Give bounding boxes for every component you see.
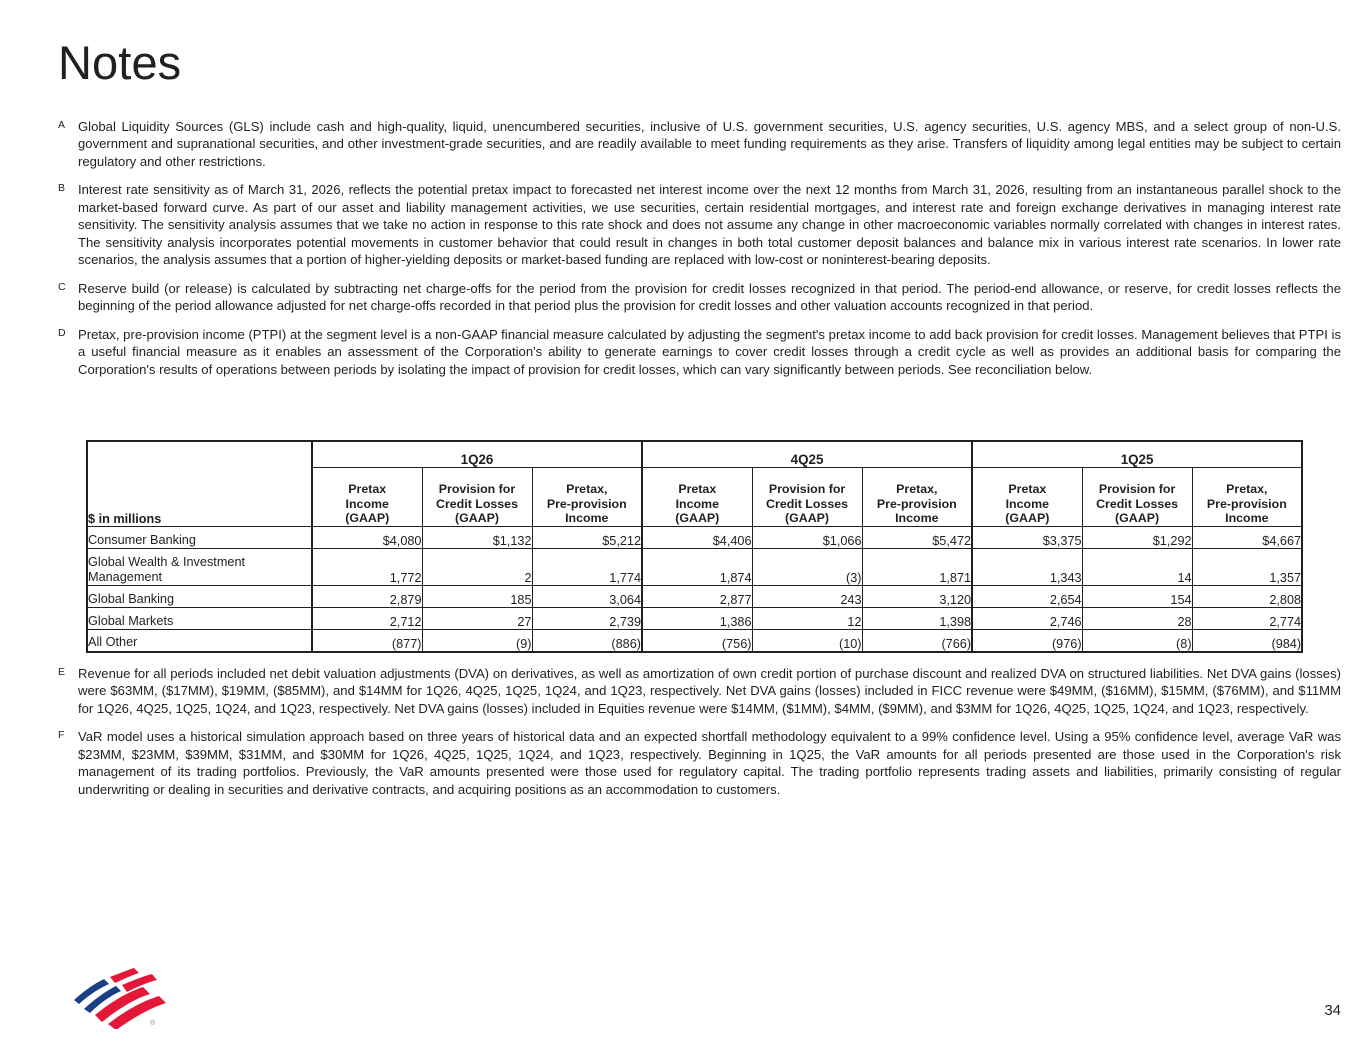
note-text-e: Revenue for all periods included net debit valuation adjustments (DVA) on derivatives, as well as amortization of own credit portion of purchase discount and realized DVA on structured liabilities. Net DVA gains (losses) were $63MM, ($17MM), $19MM, ($85MM), and $14MM for 1Q26, 4Q25, 1Q25, 1Q24, and 1Q23, respectively. Net DVA gains (losses) included in FICC revenue were $49MM, ($16MM), $15MM, ($76MM), and $11MM for 1Q26, 4Q25, 1Q25, 1Q24, and 1Q23, respectively. Net DVA gains (losses) included in Equities revenue were $14MM, ($1MM), $4MM, ($9MM), and $3MM for 1Q26, 4Q25, 1Q25, 1Q24, and 1Q23, respectively. [78, 666, 1341, 716]
col-header-4q25-1 [642, 468, 752, 527]
table-cell: 243 [752, 586, 862, 608]
table-cell: (877) [312, 630, 422, 652]
table-cell: 14 [1082, 549, 1192, 586]
table-body [87, 527, 1302, 652]
row-label-line: Global Markets [88, 613, 174, 628]
col-header-line: Pretax, [566, 482, 608, 497]
table-cell: $5,472 [862, 527, 972, 549]
col-header-line: Income [675, 496, 719, 511]
col-header-1q26-2 [422, 468, 532, 527]
table-row [87, 586, 1302, 608]
row-label [87, 586, 312, 608]
note-marker-e: E [58, 666, 66, 678]
table-row [87, 608, 1302, 630]
svg-text:®: ® [150, 1020, 156, 1027]
table-cell: $4,080 [312, 527, 422, 549]
table-cell: 185 [422, 586, 532, 608]
col-header-line: Pre-provision [546, 496, 627, 511]
col-header-line: (GAAP) [345, 511, 390, 526]
note-text-b: Interest rate sensitivity as of March 31, 2026, reflects the potential pretax impact to forecasted net interest income over the next 12 months from March 31, 2026, resulting from an instantaneous parallel shock to the market-based forward curve. As part of our asset and liability management activities, we use securities, certain residential mortgages, and interest rate and foreign exchange derivatives in managing interest rate sensitivity. The sensitivity analysis assumes that we take no action in response to this rate shock and does not assume any change in other macroeconomic variables normally correlated with changes in interest rates. The sensitivity analysis incorporates potential movements in customer behavior that could result in changes in both total customer deposit balances and balance mix in various interest rate scenarios. In lower rate scenarios, the analysis assumes that a portion of higher-yielding deposits or market-based funding are replaced with low-cost or noninterest-bearing deposits. [78, 182, 1341, 268]
row-label [87, 630, 312, 652]
table-cell: 1,386 [642, 608, 752, 630]
table-cell: 27 [422, 608, 532, 630]
table-row [87, 527, 1302, 549]
col-header-line: Credit Losses [436, 496, 518, 511]
col-header-line: Credit Losses [1096, 496, 1179, 511]
row-label [87, 549, 312, 586]
table-cell: $1,066 [752, 527, 862, 549]
note-a [58, 118, 1341, 170]
table-cell: $1,132 [422, 527, 532, 549]
col-header-line: (GAAP) [675, 511, 720, 526]
table-cell: 28 [1082, 608, 1192, 630]
col-header-4q25-2 [752, 468, 862, 527]
group-header-1q25: 1Q25 [972, 441, 1302, 468]
row-label-line: All Other [88, 635, 138, 650]
table-cell: 154 [1082, 586, 1192, 608]
notes-list-top [58, 118, 1341, 389]
row-label [87, 527, 312, 549]
col-header-1q25-2 [1082, 468, 1192, 527]
table-cell: 2,654 [972, 586, 1082, 608]
group-header-4q25: 4Q25 [642, 441, 972, 468]
table-cell: 2,774 [1192, 608, 1302, 630]
table-cell: 2,712 [312, 608, 422, 630]
note-f [58, 728, 1341, 798]
col-header-line: Pretax [1008, 482, 1047, 497]
table-cell: $4,667 [1192, 527, 1302, 549]
table-group-header-row [87, 441, 1302, 468]
table-cell: (9) [422, 630, 532, 652]
table-cell: 1,343 [972, 549, 1082, 586]
col-header-line: Pretax, [1226, 482, 1268, 497]
col-header-line: Credit Losses [766, 496, 848, 511]
note-text-d: Pretax, pre-provision income (PTPI) at the segment level is a non-GAAP financial measure calculated by adjusting the segment's pretax income to add back provision for credit losses. Management believes that PTPI is a useful financial measure as it enables an assessment of the Corporation's ability to generate earnings to cover credit losses through a credit cycle as well as provides an additional basis for comparing the Corporation's results of operations between periods by isolating the impact of provision for credit losses, which can vary significantly between periods. See reconciliation below. [78, 326, 1341, 377]
table-row [87, 549, 1302, 586]
table-cell: 2 [422, 549, 532, 586]
unit-label-header: $ in millions [87, 441, 312, 527]
table-cell: (766) [862, 630, 972, 652]
note-marker-f: F [58, 729, 65, 742]
col-header-line: Income [1005, 496, 1049, 511]
table-cell: 2,746 [972, 608, 1082, 630]
col-header-1q26-1 [312, 468, 422, 527]
table-cell: 2,877 [642, 586, 752, 608]
table-cell: 3,120 [862, 586, 972, 608]
col-header-line: Income [565, 511, 609, 526]
table-cell: 1,772 [312, 549, 422, 586]
col-header-4q25-3 [862, 468, 972, 527]
col-header-1q25-3 [1192, 468, 1302, 527]
table-cell: 1,874 [642, 549, 752, 586]
table-cell: 2,879 [312, 586, 422, 608]
table-cell: (10) [752, 630, 862, 652]
group-header-1q26: 1Q26 [312, 441, 642, 468]
col-header-line: (GAAP) [1005, 511, 1050, 526]
table-cell: 1,357 [1192, 549, 1302, 586]
col-header-line: (GAAP) [1115, 511, 1160, 526]
col-header-line: Pre-provision [876, 496, 957, 511]
table-cell: 2,808 [1192, 586, 1302, 608]
page-number: 34 [1324, 1002, 1341, 1019]
row-label-line: Global Wealth & Investment [88, 554, 246, 569]
note-marker-d: D [58, 326, 66, 339]
table-cell: $1,292 [1082, 527, 1192, 549]
table-cell: 3,064 [532, 586, 642, 608]
col-header-line: (GAAP) [785, 511, 830, 526]
note-text-a: Global Liquidity Sources (GLS) include cash and high-quality, liquid, unencumbered securities, inclusive of U.S. government securities, U.S. agency securities, U.S. agency MBS, and a select group of non-U.S. government and supranational securities, and other investment-grade securities, and are readily available to meet funding requirements as they arise. Transfers of liquidity among legal entities may be subject to certain regulatory and other restrictions. [78, 119, 1341, 169]
row-label-line: Global Banking [88, 591, 175, 606]
table-cell: 2,739 [532, 608, 642, 630]
table-cell: (976) [972, 630, 1082, 652]
col-header-1q26-3 [532, 468, 642, 527]
row-label-line: Consumer Banking [88, 532, 196, 547]
table-cell: 12 [752, 608, 862, 630]
table-cell: 1,398 [862, 608, 972, 630]
table-row [87, 630, 1302, 652]
col-header-line: Provision for [438, 482, 516, 497]
table-cell: (756) [642, 630, 752, 652]
notes-list-bottom [58, 665, 1341, 809]
col-header-line: (GAAP) [454, 511, 500, 526]
col-header-1q25-1 [972, 468, 1082, 527]
table-cell: (886) [532, 630, 642, 652]
page-title: Notes [58, 36, 182, 89]
table-cell: 1,871 [862, 549, 972, 586]
col-header-line: Income [345, 496, 389, 511]
note-e [58, 665, 1341, 717]
table-cell: (984) [1192, 630, 1302, 652]
table-cell: $5,212 [532, 527, 642, 549]
col-header-line: Pre-provision [1206, 496, 1287, 511]
note-marker-c: C [58, 280, 66, 293]
note-marker-b: B [58, 182, 66, 195]
col-header-line: Provision for [1098, 482, 1176, 497]
table-cell: $3,375 [972, 527, 1082, 549]
col-header-line: Provision for [768, 482, 846, 497]
table-cell: (3) [752, 549, 862, 586]
note-d [58, 326, 1341, 378]
col-header-line: Income [895, 511, 939, 526]
table-head [87, 441, 1302, 527]
ptpi-reconciliation-table-wrap [86, 440, 1301, 653]
note-text-f: VaR model uses a historical simulation approach based on three years of historical data and an expected shortfall methodology equivalent to a 99% confidence level. Using a 95% confidence level, average VaR was $23MM, $23MM, $39MM, $31MM, and $30MM for 1Q26, 4Q25, 1Q25, 1Q24, and 1Q23, respectively. Beginning in 1Q25, the VaR amounts for all periods presented are those used in the Corporation's risk management of its trading portfolios. Previously, the VaR amounts presented were those used for regulatory capital. The trading portfolio represents trading assets and liabilities, primarily consisting of regular underwriting or dealing in securities and derivative contracts, and acquiring positions as an accommodation to customers. [78, 729, 1341, 797]
col-header-line: Pretax [678, 482, 717, 497]
col-header-line: Pretax, [896, 482, 938, 497]
note-b [58, 181, 1341, 268]
row-label-line: Management [88, 569, 163, 584]
table-cell: 1,774 [532, 549, 642, 586]
ptpi-reconciliation-table [86, 440, 1303, 653]
table-cell: (8) [1082, 630, 1192, 652]
note-marker-a: A [58, 119, 66, 131]
table-cell: $4,406 [642, 527, 752, 549]
note-text-c: Reserve build (or release) is calculated by subtracting net charge-offs for the period from the provision for credit losses recognized in that period. The period-end allowance, or reserve, for credit losses reflects the beginning of the period allowance adjusted for net charge-offs recorded in that period plus the provision for credit losses and other valuation accounts recognized in that period. [78, 280, 1341, 314]
row-label [87, 608, 312, 630]
note-c [58, 280, 1341, 315]
col-header-line: Pretax [348, 482, 387, 497]
col-header-line: Income [1225, 511, 1269, 526]
bank-of-america-flagscape-logo [64, 967, 176, 1029]
